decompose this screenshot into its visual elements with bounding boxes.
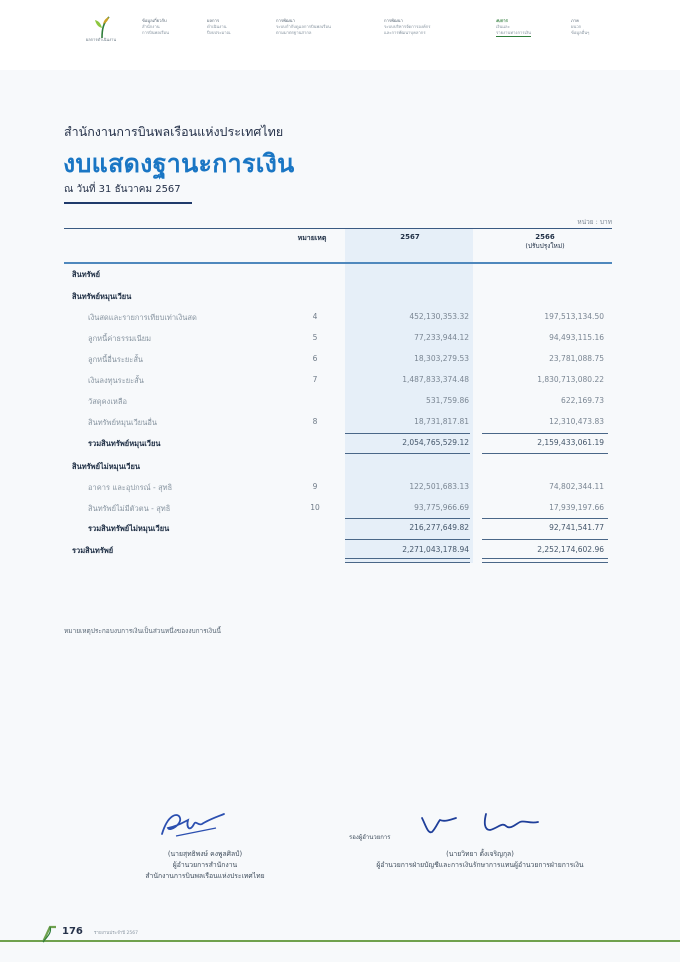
nav-item-line: ตามมาตรฐานสากล: [276, 30, 312, 35]
subtotal-underline-2567: [345, 453, 470, 454]
title-underline: [64, 202, 192, 204]
table-row: [64, 520, 612, 538]
left-signer-agency: สำนักงานการบินพลเรือนแห่งประเทศไทย: [145, 872, 265, 880]
page-title: งบแสดงฐานะการเงิน: [63, 149, 295, 178]
subtotal-rule-2566: [482, 518, 608, 519]
row-note: 9: [312, 482, 318, 491]
row-note: 6: [312, 354, 318, 363]
left-signature-icon: [158, 808, 230, 840]
nav-item-about[interactable]: [142, 18, 169, 36]
nav-item-line: ปีงบประมาณ: [207, 30, 231, 35]
nav-item-line: การบินพลเรือน: [142, 30, 170, 35]
year-2567-header: 2567: [400, 233, 420, 241]
table-row: [64, 479, 612, 497]
table-row: [64, 435, 612, 453]
row-value-2566: 197,513,134.50: [544, 312, 604, 321]
row-value-2567: 452,130,353.32: [409, 312, 469, 321]
row-value-2566: 2,159,433,061.19: [537, 438, 604, 447]
row-value-2566: 17,939,197.66: [549, 503, 604, 512]
footer-text: รายงานประจำปี 2567: [94, 931, 138, 936]
row-label: เงินสดและรายการเทียบเท่าเงินสด: [88, 313, 197, 322]
restated-label: (ปรับปรุงใหม่): [525, 242, 565, 250]
subtotal-rule-2567: [345, 518, 470, 519]
agency-name: สำนักงานการบินพลเรือนแห่งประเทศไทย: [64, 124, 284, 139]
leaf-footer-icon: [40, 924, 58, 944]
row-label: รวมสินทรัพย์หมุนเวียน: [88, 439, 161, 448]
nav-item-line: ข้อมูลอื่นๆ: [571, 30, 590, 35]
note-column-header: หมายเหตุ: [297, 234, 327, 242]
nav-item-line: ระบบกำกับดูแลการบินพลเรือน: [276, 24, 331, 29]
row-note: 8: [312, 417, 318, 426]
right-signature-icon: [420, 808, 545, 840]
nav-item-line: ภาค: [571, 18, 579, 23]
row-value-2566: 92,741,541.77: [549, 523, 604, 532]
table-row: [64, 458, 612, 476]
nav-item-line: รายงานทางการเงิน: [496, 30, 531, 35]
table-row: [64, 288, 612, 306]
row-value-2567: 122,501,683.13: [409, 482, 469, 491]
row-value-2566: 2,252,174,602.96: [537, 545, 604, 554]
table-row: [64, 372, 612, 390]
row-value-2567: 93,775,966.69: [414, 503, 469, 512]
left-signature-block: [120, 849, 290, 882]
nav-item-management[interactable]: [384, 18, 431, 36]
nav-item-financial[interactable]: [496, 18, 531, 37]
footnote: หมายเหตุประกอบงบการเงินเป็นส่วนหนึ่งของงบการเงินนี้: [64, 627, 221, 635]
nav-item-line: เงินและ: [496, 24, 510, 29]
right-signature-block: [360, 849, 600, 871]
nav-item-appendix[interactable]: [571, 18, 589, 36]
nav-item-line: และการพัฒนาบุคลากร: [384, 30, 426, 35]
row-label: เงินลงทุนระยะสั้น: [88, 376, 144, 385]
row-note: 4: [312, 312, 318, 321]
top-nav: [0, 0, 680, 70]
nav-item-line: การพัฒนา: [384, 18, 403, 23]
subtotal-underline-2566: [482, 539, 608, 540]
row-note: 7: [312, 375, 318, 384]
logo-caption: ผลการดำเนินงาน: [85, 37, 117, 42]
grand-total-double-rule-2566: [482, 558, 608, 563]
row-value-2567: 2,271,043,178.94: [402, 545, 469, 554]
row-value-2566: 12,310,473.83: [549, 417, 604, 426]
nav-item-line: งบการ: [496, 18, 508, 23]
row-label: สินทรัพย์หมุนเวียน: [72, 292, 132, 301]
row-value-2567: 1,487,833,374.48: [402, 375, 469, 384]
footer-rule: [0, 940, 680, 942]
right-signer-name: (นายวิทยา ตั้งเจริญกุล): [446, 850, 514, 858]
right-signer-position: ผู้อำนวยการฝ่ายบัญชีและการเงินรักษาการแทนผู้อำนวยการฝ่ายการเงิน: [376, 861, 584, 869]
row-value-2566: 23,781,088.75: [549, 354, 604, 363]
row-value-2566: 94,493,115.16: [549, 333, 604, 342]
table-row: [64, 500, 612, 518]
table-row: [64, 330, 612, 348]
row-note: 5: [312, 333, 318, 342]
table-row: [64, 309, 612, 327]
row-label: วัสดุคงเหลือ: [88, 397, 127, 406]
table-row: [64, 351, 612, 369]
row-value-2567: 2,054,765,529.12: [402, 438, 469, 447]
table-row: [64, 414, 612, 432]
year-2566-header: [505, 233, 585, 251]
nav-item-line: ข้อมูลเกี่ยวกับ: [142, 18, 167, 23]
nav-item-regulation[interactable]: [276, 18, 331, 36]
row-label: สินทรัพย์หมุนเวียนอื่น: [88, 418, 157, 427]
row-label: สินทรัพย์: [72, 270, 101, 279]
row-label: รวมสินทรัพย์ไม่หมุนเวียน: [88, 524, 170, 533]
row-note: 10: [310, 503, 320, 512]
year-2566-label: 2566: [535, 233, 555, 241]
row-value-2567: 77,233,944.12: [414, 333, 469, 342]
unit-label: หน่วย : บาท: [577, 218, 612, 226]
row-value-2567: 18,303,279.53: [414, 354, 469, 363]
left-signer-name: (นายสุทธิพงษ์ คงพูลศิลป์): [167, 850, 243, 858]
nav-item-line: ดำเนินงาน: [207, 24, 227, 29]
table-row: [64, 266, 612, 284]
left-signer-position: ผู้อำนวยการสำนักงาน: [172, 861, 238, 869]
row-value-2566: 1,830,713,080.22: [537, 375, 604, 384]
subtotal-rule-2566: [482, 433, 608, 434]
row-value-2567: 18,731,817.81: [414, 417, 469, 426]
grand-total-double-rule-2567: [345, 558, 470, 563]
nav-item-line: ผลการ: [207, 18, 220, 23]
row-value-2566: 74,802,344.11: [549, 482, 604, 491]
statement-date: ณ วันที่ 31 ธันวาคม 2567: [64, 184, 181, 195]
row-value-2567: 531,759.86: [426, 396, 469, 405]
subtotal-underline-2566: [482, 453, 608, 454]
row-label: อาคาร และอุปกรณ์ - สุทธิ: [88, 483, 173, 492]
row-value-2567: 216,277,649.82: [409, 523, 469, 532]
nav-item-line: ผนวก: [571, 24, 582, 29]
subtotal-rule-2567: [345, 433, 470, 434]
page-number: 176: [62, 926, 83, 937]
nav-item-line: ระบบบริหารจัดการองค์กร: [384, 24, 431, 29]
nav-item-line: การพัฒนา: [276, 18, 295, 23]
row-label: สินทรัพย์ไม่หมุนเวียน: [72, 462, 141, 471]
row-label: สินทรัพย์ไม่มีตัวตน - สุทธิ: [88, 504, 171, 513]
nav-item-line: สำนักงาน: [142, 24, 160, 29]
row-value-2566: 622,169.73: [561, 396, 604, 405]
row-label: ลูกหนี้ค่าธรรมเนียม: [88, 334, 152, 343]
row-label: ลูกหนี้อื่นระยะสั้น: [88, 355, 144, 364]
row-label: รวมสินทรัพย์: [72, 546, 114, 555]
right-signature-prefix: รองผู้อำนวยการ: [349, 834, 391, 841]
table-header-rule: [64, 262, 612, 264]
table-top-rule: [64, 228, 612, 229]
nav-item-performance[interactable]: [207, 18, 231, 36]
subtotal-underline-2567: [345, 539, 470, 540]
table-row: [64, 393, 612, 411]
